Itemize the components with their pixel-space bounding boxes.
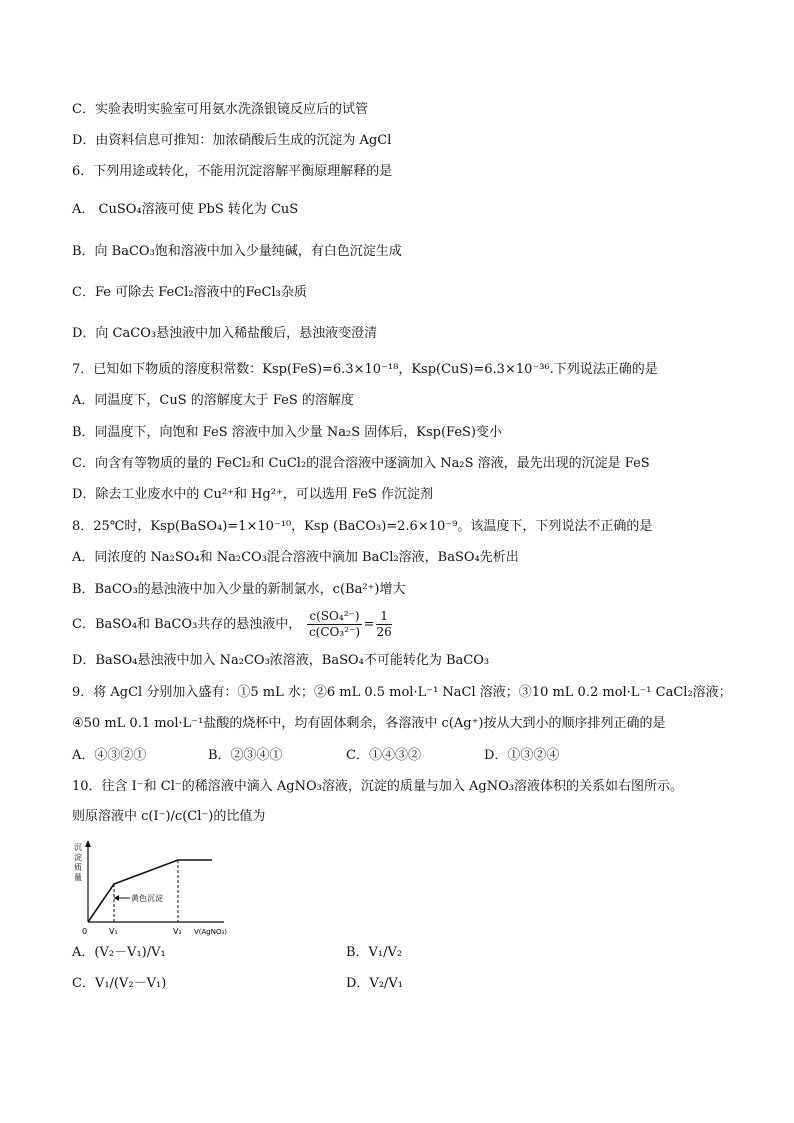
precipitate-curve bbox=[88, 860, 212, 922]
q8-ratio-numerator: c(SO₄²⁻) bbox=[309, 609, 360, 623]
graph-annotation: 黄色沉淀 bbox=[131, 894, 163, 903]
q8-value-numerator: 1 bbox=[376, 609, 391, 625]
graph-xlabel: V(AgNO₃) bbox=[194, 928, 228, 936]
q8-value-denominator: 26 bbox=[376, 625, 392, 639]
q8-ratio-fraction bbox=[307, 609, 361, 640]
q7-option-d: D．除去工业废水中的 Cu²⁺和 Hg²⁺，可以选用 FeS 作沉淀剂 bbox=[72, 487, 433, 502]
q9-stem-line2: ④50 mL 0.1 mol·L⁻¹盐酸的烧杯中，均有固体剩余，各溶液中 c(Ag⁺)按从大到小的顺序排列正确的是 bbox=[72, 716, 666, 731]
q7-option-b: B．同温度下，向饱和 FeS 溶液中加入少量 Na₂S 固体后，Ksp(FeS)变小 bbox=[72, 425, 502, 440]
graph-v2-label: V₂ bbox=[173, 927, 182, 936]
q9-option-b: B．②③④① bbox=[208, 748, 283, 763]
q10-stem-line2: 则原溶液中 c(I⁻)/c(Cl⁻)的比值为 bbox=[72, 809, 266, 824]
y-axis-arrow-icon bbox=[85, 840, 91, 847]
q8-value-fraction bbox=[376, 609, 391, 640]
graph-v1-label: V₁ bbox=[109, 927, 118, 936]
q6-option-d: D．向 CaCO₃悬浊液中加入稀盐酸后，悬浊液变澄清 bbox=[72, 326, 378, 341]
q9-option-a: A．④③②① bbox=[72, 748, 147, 763]
q7-option-a: A．同温度下，CuS 的溶解度大于 FeS 的溶解度 bbox=[72, 393, 354, 408]
graph-ylabel-2: 淀 bbox=[74, 853, 82, 862]
q9-option-d: D．①③②④ bbox=[484, 748, 560, 763]
q10-option-c: C．V₁/(V₂－V₁) bbox=[72, 976, 167, 991]
q7-stem: 7．已知如下物质的溶度积常数：Ksp(FeS)=6.3×10⁻¹⁸，Ksp(CuS)=6.3×10⁻³⁶.下列说法正确的是 bbox=[72, 362, 658, 377]
q10-option-d: D．V₂/V₁ bbox=[346, 976, 404, 991]
annotation-arrow-icon bbox=[114, 895, 119, 901]
precipitate-volume-graph bbox=[74, 838, 234, 938]
q5-option-c: C．实验表明实验室可用氨水洗涤银镜反应后的试管 bbox=[72, 102, 368, 117]
q10-stem-line1: 10．往含 I⁻和 Cl⁻的稀溶液中滴入 AgNO₃溶液，沉淀的质量与加入 AgNO₃溶液体积的关系如右图所示。 bbox=[72, 779, 683, 794]
q7-option-c: C．向含有等物质的量的 FeCl₂和 CuCl₂的混合溶液中逐滴加入 Na₂S 溶液，最先出现的沉淀是 FeS bbox=[72, 456, 650, 471]
q8-stem: 8．25℃时，Ksp(BaSO₄)=1×10⁻¹⁰，Ksp (BaCO₃)=2.6×10⁻⁹。该温度下，下列说法不正确的是 bbox=[72, 519, 653, 534]
q9-option-c: C．①④③② bbox=[346, 748, 421, 763]
q8-equals: = bbox=[363, 617, 375, 632]
graph-ylabel-4: 量 bbox=[74, 873, 82, 882]
q8-ratio-denominator: c(CO₃²⁻) bbox=[308, 625, 360, 639]
q8-option-c bbox=[72, 609, 394, 640]
q6-option-c: C．Fe 可除去 FeCl₂溶液中的FeCl₃杂质 bbox=[72, 285, 307, 300]
q10-option-b: B．V₁/V₂ bbox=[346, 945, 403, 960]
q8-option-d: D．BaSO₄悬浊液中加入 Na₂CO₃浓溶液，BaSO₄不可能转化为 BaCO₃ bbox=[72, 653, 490, 668]
q8-option-b: B．BaCO₃的悬浊液中加入少量的新制氯水，c(Ba²⁺)增大 bbox=[72, 582, 406, 597]
q6-stem: 6．下列用途或转化，不能用沉淀溶解平衡原理解释的是 bbox=[72, 164, 393, 179]
graph-ylabel-1: 沉 bbox=[74, 843, 82, 852]
q9-stem-line1: 9．将 AgCl 分别加入盛有：①5 mL 水；②6 mL 0.5 mol·L⁻¹ NaCl 溶液；③10 mL 0.2 mol·L⁻¹ CaCl₂溶液； bbox=[72, 685, 732, 700]
q6-option-a: A． CuSO₄溶液可使 PbS 转化为 CuS bbox=[72, 202, 299, 217]
q5-option-d: D．由资料信息可推知：加浓硝酸后生成的沉淀为 AgCl bbox=[72, 133, 392, 148]
q8-option-c-text: C．BaSO₄和 BaCO₃共存的悬浊液中， bbox=[72, 617, 302, 632]
graph-ylabel-3: 质 bbox=[74, 863, 82, 872]
graph-origin-label: 0 bbox=[82, 927, 88, 936]
q8-option-a: A．同浓度的 Na₂SO₄和 Na₂CO₃混合溶液中滴加 BaCl₂溶液，BaSO₄先析出 bbox=[72, 550, 519, 565]
q10-option-a: A．(V₂－V₁)/V₁ bbox=[72, 945, 166, 960]
q6-option-b: B．向 BaCO₃饱和溶液中加入少量纯碱，有白色沉淀生成 bbox=[72, 244, 402, 259]
